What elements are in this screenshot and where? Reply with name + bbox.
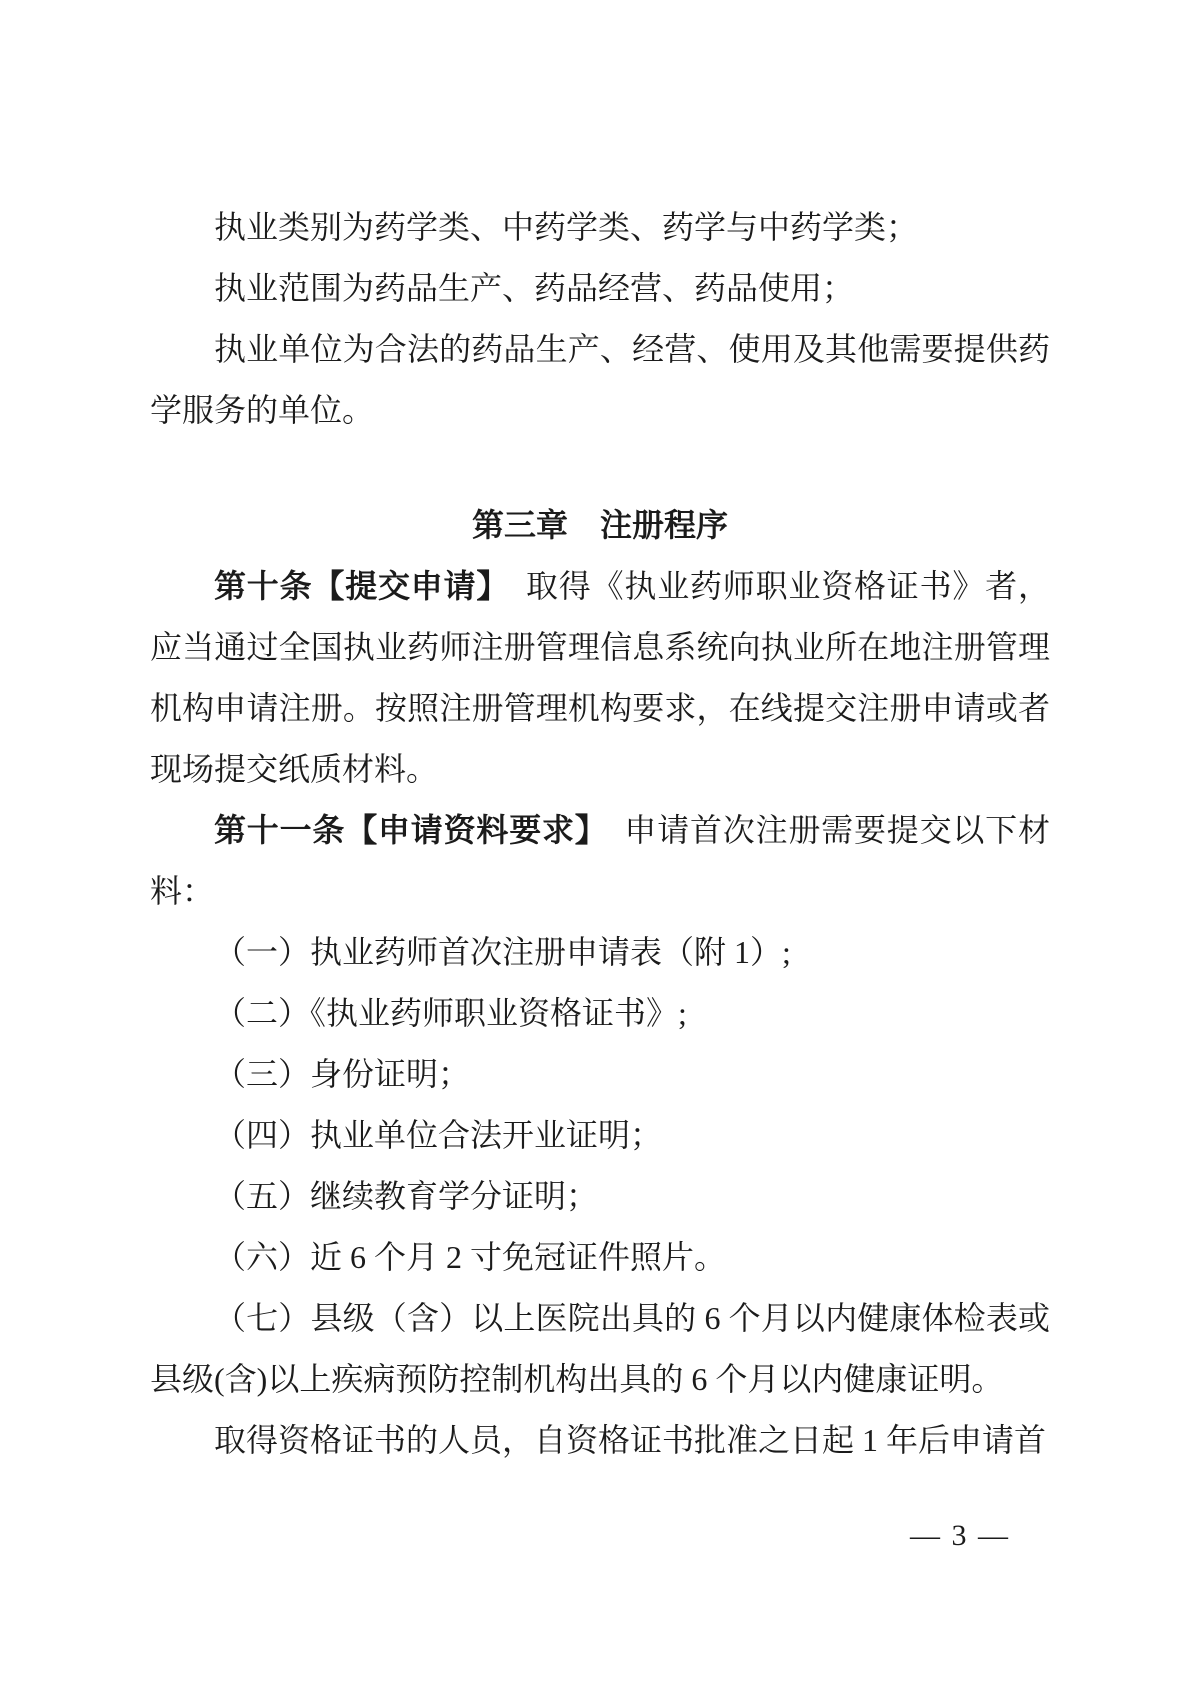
list-item — [150, 922, 1050, 983]
article-label: 第十条【提交申请】 — [214, 568, 494, 604]
text-run: 申请首次注册需要提交以下材料： — [150, 812, 1050, 909]
text-run: （七）县级（含）以上医院出具的 6 个月以内健康体检表或县级(含)以上疾病预防控制机构出具的 6 个月以内健康证明。 — [150, 1300, 1050, 1397]
paragraph — [150, 800, 1050, 922]
text-run: （四）执业单位合法开业证明； — [214, 1117, 663, 1153]
list-item — [150, 1166, 1050, 1227]
text-run: （二）《执业药师职业资格证书》; — [214, 995, 687, 1031]
list-item — [150, 1044, 1050, 1105]
list-item — [150, 1288, 1050, 1410]
list-item — [150, 1227, 1050, 1288]
article-label: 第三章 注册程序 — [471, 507, 728, 543]
article-label: 第十一条【申请资料要求】 — [214, 812, 592, 848]
list-item — [150, 1105, 1050, 1166]
text-run: （六）近 6 个月 2 寸免冠证件照片。 — [214, 1239, 727, 1275]
text-run: （一）执业药师首次注册申请表（附 1）; — [214, 934, 791, 970]
page-number: — 3 — — [910, 1519, 1010, 1552]
text-run: 执业范围为药品生产、药品经营、药品使用； — [214, 270, 855, 306]
list-item — [150, 983, 1050, 1044]
text-run: 取得资格证书的人员，自资格证书批准之日起 1 年后申请首 — [214, 1422, 1047, 1458]
text-run: 执业单位为合法的药品生产、经营、使用及其他需要提供药学服务的单位。 — [150, 331, 1050, 428]
paragraph — [150, 197, 1050, 258]
chapter-heading — [150, 495, 1050, 556]
paragraph — [150, 1410, 1050, 1471]
text-run: （五）继续教育学分证明； — [214, 1178, 599, 1214]
paragraph — [150, 319, 1050, 441]
text-run: （三）身份证明； — [214, 1056, 471, 1092]
paragraph — [150, 258, 1050, 319]
text-run: 取得《执业药师职业资格证书》者，应当通过全国执业药师注册管理信息系统向执业所在地注册管理机构申请注册。按照注册管理机构要求，在线提交注册申请或者现场提交纸质材料。 — [150, 568, 1050, 787]
paragraph — [150, 556, 1050, 800]
text-run: 执业类别为药学类、中药学类、药学与中药学类； — [214, 209, 919, 245]
document-body — [150, 197, 1050, 1471]
